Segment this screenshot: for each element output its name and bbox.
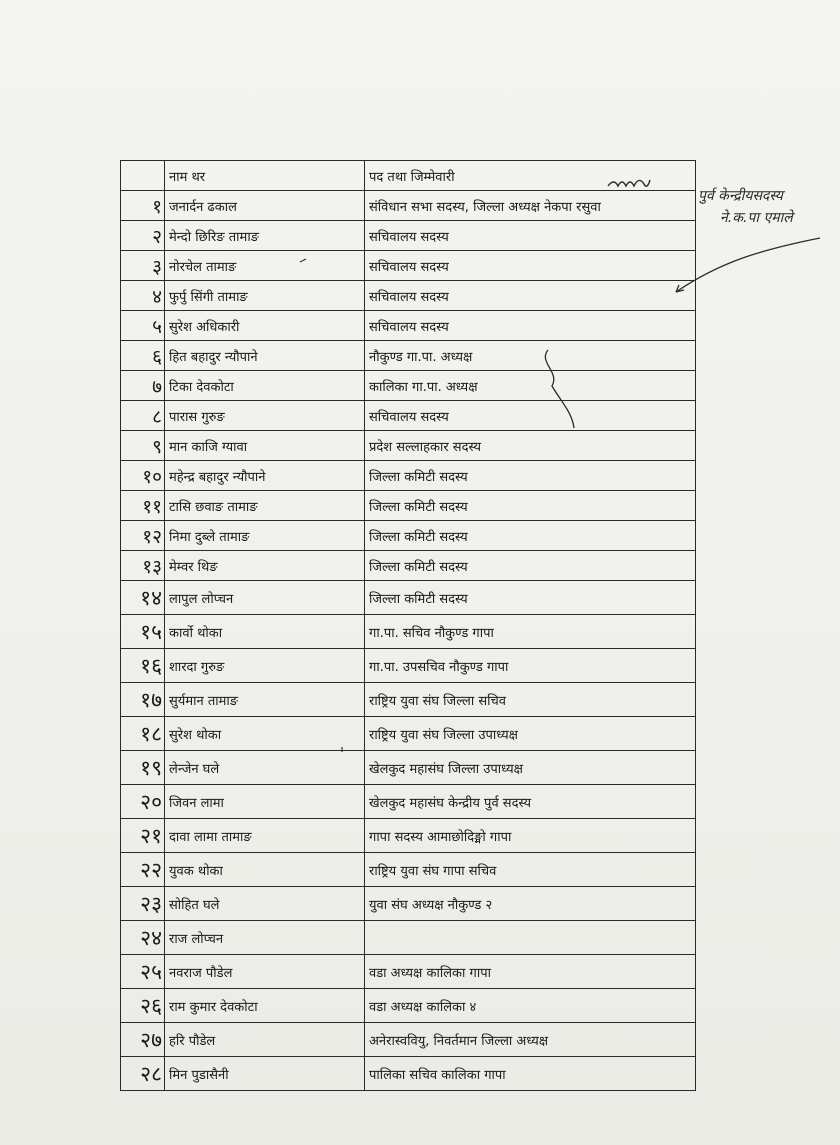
row-name: निमा दुब्ले तामाङ xyxy=(165,521,365,551)
row-name: दावा लामा तामाङ xyxy=(165,819,365,853)
margin-note xyxy=(698,185,840,229)
row-serial: ६ xyxy=(121,341,165,371)
row-serial: १८ xyxy=(121,717,165,751)
row-post: खेलकुद महासंघ केन्द्रीय पुर्व सदस्य xyxy=(365,785,696,819)
row-post: वडा अध्यक्ष कालिका गापा xyxy=(365,955,696,989)
row-name: राज लोप्चन xyxy=(165,921,365,955)
row-name: टिका देवकोटा xyxy=(165,371,365,401)
row-post: नौकुण्ड गा.पा. अध्यक्ष xyxy=(365,341,696,371)
row-name: लापुल लोप्चन xyxy=(165,581,365,615)
row-name: शारदा गुरुङ xyxy=(165,649,365,683)
row-post: सचिवालय सदस्य xyxy=(365,221,696,251)
row-post: सचिवालय सदस्य xyxy=(365,401,696,431)
row-name: मेम्वर थिङ xyxy=(165,551,365,581)
row-post: सचिवालय सदस्य xyxy=(365,281,696,311)
row-post: गापा सदस्य आमाछोदिङ्मो गापा xyxy=(365,819,696,853)
row-post: प्रदेश सल्लाहकार सदस्य xyxy=(365,431,696,461)
row-serial: १५ xyxy=(121,615,165,649)
row-name: सुरेश थोका xyxy=(165,717,365,751)
row-post: जिल्ला कमिटी सदस्य xyxy=(365,521,696,551)
row-serial: २६ xyxy=(121,989,165,1023)
row-name: नोरचेल तामाङ xyxy=(165,251,365,281)
row-name: लेन्जेन घले xyxy=(165,751,365,785)
row-name: जनार्दन ढकाल xyxy=(165,191,365,221)
row-name: सोहित घले xyxy=(165,887,365,921)
row-name: हरि पौडेल xyxy=(165,1023,365,1057)
row-serial: १३ xyxy=(121,551,165,581)
row-name: टासि छवाङ तामाङ xyxy=(165,491,365,521)
row-name: जिवन लामा xyxy=(165,785,365,819)
row-serial: २३ xyxy=(121,887,165,921)
margin-note-line2: ने.क.पा एमाले xyxy=(720,210,793,226)
row-post: युवा संघ अध्यक्ष नौकुण्ड २ xyxy=(365,887,696,921)
row-serial: ७ xyxy=(121,371,165,401)
row-post: जिल्ला कमिटी सदस्य xyxy=(365,551,696,581)
row-post: कालिका गा.पा. अध्यक्ष xyxy=(365,371,696,401)
row-post: राष्ट्रिय युवा संघ गापा सचिव xyxy=(365,853,696,887)
row-post: सचिवालय सदस्य xyxy=(365,251,696,281)
header-scribble xyxy=(608,180,650,186)
bracket-scribble xyxy=(545,350,574,428)
row-serial: ८ xyxy=(121,401,165,431)
row-name: राम कुमार देवकोटा xyxy=(165,989,365,1023)
row-serial: १९ xyxy=(121,751,165,785)
row-name: हित बहादुर न्यौपाने xyxy=(165,341,365,371)
row-serial: १० xyxy=(121,461,165,491)
row-name: युवक थोका xyxy=(165,853,365,887)
row-post: गा.पा. उपसचिव नौकुण्ड गापा xyxy=(365,649,696,683)
row-name: मान काजि ग्यावा xyxy=(165,431,365,461)
row-serial: ४ xyxy=(121,281,165,311)
row-post: जिल्ला कमिटी सदस्य xyxy=(365,461,696,491)
row-serial: १२ xyxy=(121,521,165,551)
header-post: पद तथा जिम्मेवारी xyxy=(365,161,696,191)
row-name: महेन्द्र बहादुर न्यौपाने xyxy=(165,461,365,491)
row-serial: ५ xyxy=(121,311,165,341)
header-name: नाम थर xyxy=(165,161,365,191)
row-post: वडा अध्यक्ष कालिका ४ xyxy=(365,989,696,1023)
row-serial: २१ xyxy=(121,819,165,853)
row-serial: २५ xyxy=(121,955,165,989)
row-name: सुर्यमान तामाङ xyxy=(165,683,365,717)
row-post: जिल्ला कमिटी सदस्य xyxy=(365,581,696,615)
row-serial: १७ xyxy=(121,683,165,717)
row-serial: १ xyxy=(121,191,165,221)
row-name: फुर्पु सिंगी तामाङ xyxy=(165,281,365,311)
row-post: सचिवालय सदस्य xyxy=(365,311,696,341)
row-post: राष्ट्रिय युवा संघ जिल्ला सचिव xyxy=(365,683,696,717)
row-serial: ३ xyxy=(121,251,165,281)
row-serial: २४ xyxy=(121,921,165,955)
stray-mark xyxy=(300,259,306,262)
row-name: सुरेश अधिकारी xyxy=(165,311,365,341)
row-name: कार्वो थोका xyxy=(165,615,365,649)
row-serial: २७ xyxy=(121,1023,165,1057)
row-name: नवराज पौडेल xyxy=(165,955,365,989)
row-post: पालिका सचिव कालिका गापा xyxy=(365,1057,696,1091)
row-post: गा.पा. सचिव नौकुण्ड गापा xyxy=(365,615,696,649)
row-serial: १६ xyxy=(121,649,165,683)
row-serial: २ xyxy=(121,221,165,251)
row-post: राष्ट्रिय युवा संघ जिल्ला उपाध्यक्ष xyxy=(365,717,696,751)
row-post: अनेरास्ववियु, निवर्तमान जिल्ला अध्यक्ष xyxy=(365,1023,696,1057)
row-name: पारास गुरुङ xyxy=(165,401,365,431)
row-serial: २८ xyxy=(121,1057,165,1091)
row-name: मेन्दो छिरिङ तामाङ xyxy=(165,221,365,251)
row-post: जिल्ला कमिटी सदस्य xyxy=(365,491,696,521)
row-serial: २० xyxy=(121,785,165,819)
row-name: मिन पुडासैनी xyxy=(165,1057,365,1091)
row-serial: २२ xyxy=(121,853,165,887)
row-serial: १४ xyxy=(121,581,165,615)
row-serial: ११ xyxy=(121,491,165,521)
row-post: संविधान सभा सदस्य, जिल्ला अध्यक्ष नेकपा रसुवा xyxy=(365,191,696,221)
row-serial: ९ xyxy=(121,431,165,461)
row-post: खेलकुद महासंघ जिल्ला उपाध्यक्ष xyxy=(365,751,696,785)
annotation-arrow xyxy=(676,238,820,292)
margin-note-line1: पुर्व केन्द्रीयसदस्य xyxy=(698,188,783,204)
